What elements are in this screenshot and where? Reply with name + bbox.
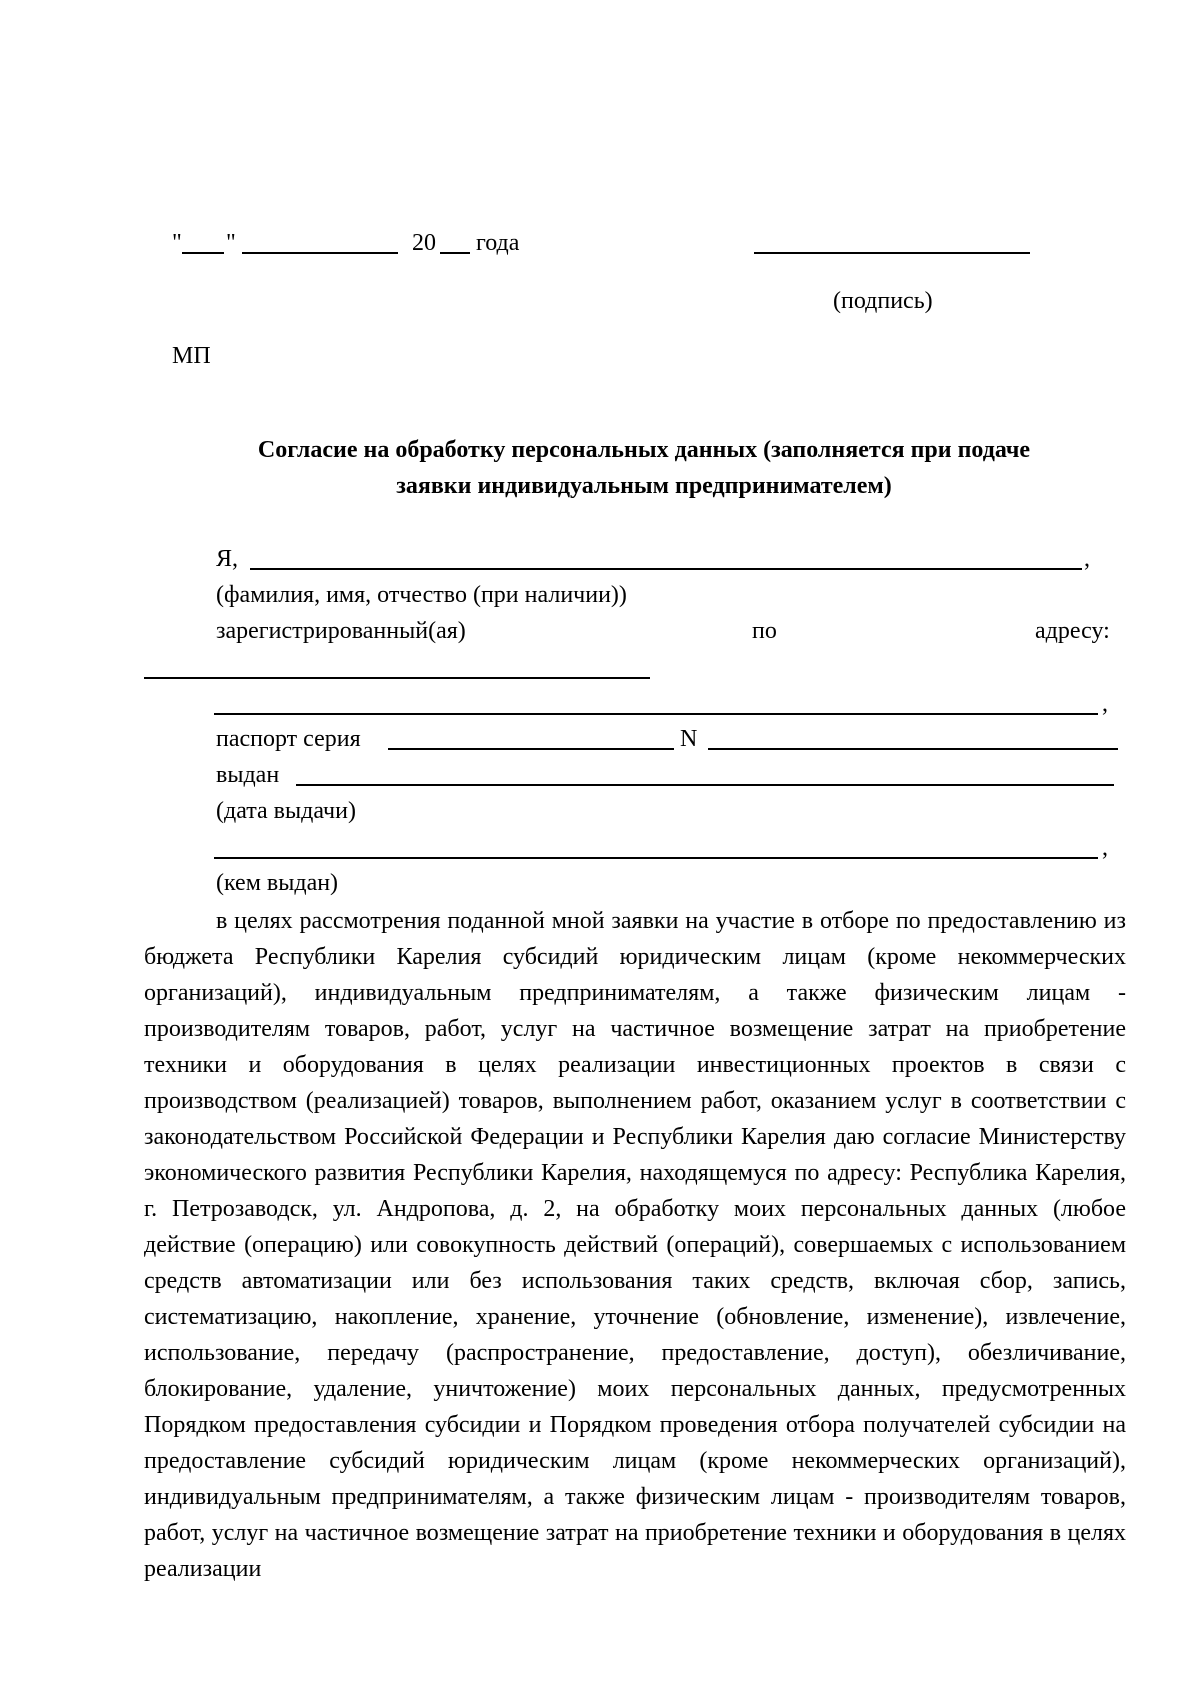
day-blank-line (182, 252, 224, 254)
fio-comma: , (1084, 546, 1090, 572)
registered-label: зарегистрированный(ая) (216, 618, 466, 644)
consent-body-paragraph: в целях рассмотрения поданной мной заявки на участие в отборе по предоставлению из бюджета Республики Карелия субсидий юридическим лицам (кроме некоммерческих организаций), индивидуальным предпринимателям, а также физическим лицам - производителям товаров, работ, услуг на частичное возмещение затрат на приобретение техники и оборудования в целях реализации инвестиционных проектов в связи с производством (реализацией) товаров, выполнением работ, оказанием услуг в соответствии с законодательством Российской Федерации и Республики Карелия даю согласие Министерству экономического развития Республики Карелия, находящемуся по адресу: Республика Карелия, г. Петрозаводск, ул. Андропова, д. 2, на обработку моих персональных данных (любое действие (операцию) или совокупность действий (операций), совершаемых с использованием средств автоматизации или без использования таких средств, включая сбор, запись, систематизацию, накопление, хранение, уточнение (обновление, изменение), извлечение, использование, передачу (распространение, предоставление, доступ), обезличивание, блокирование, удаление, уничтожение) моих персональных данных, предусмотренных Порядком предоставления субсидии и Порядком проведения отбора получателей субсидии на предоставление субсидий юридическим лицам (кроме некоммерческих организаций), индивидуальным предпринимателям, а также физическим лицам - производителям товаров, работ, услуг на частичное возмещение затрат на приобретение техники и оборудования в целях реализации (144, 908, 1126, 1582)
address-blank-line-1 (144, 677, 650, 679)
issued-by-blank-line (214, 857, 1098, 859)
issued-by-comma: , (1102, 835, 1108, 861)
address-comma: , (1102, 691, 1108, 717)
i-label: Я, (216, 546, 239, 572)
issue-date-blank-line (296, 784, 1114, 786)
fio-caption: (фамилия, имя, отчество (при наличии)) (216, 582, 627, 608)
year-suffix: года (476, 230, 520, 256)
passport-series-blank-line (388, 748, 674, 750)
fio-blank-line (250, 568, 1082, 570)
passport-number-blank-line (708, 748, 1118, 750)
quote-close: " (226, 230, 236, 256)
po-label: по (752, 618, 777, 644)
year-blank-line (440, 252, 470, 254)
passport-number-label: N (680, 726, 698, 752)
month-blank-line (242, 252, 398, 254)
quote-open: " (172, 230, 182, 256)
seal-label: МП (172, 343, 211, 369)
signature-blank-line (754, 252, 1030, 254)
year-prefix: 20 (412, 230, 436, 256)
document-title-line-2: заявки индивидуальным предпринимателем) (396, 473, 892, 499)
document-title-line-1: Согласие на обработку персональных данных (заполняется при подаче (257, 437, 1031, 463)
address-blank-line-2 (214, 713, 1098, 715)
address-label: адресу: (1035, 618, 1110, 644)
issued-label: выдан (216, 762, 280, 788)
issue-date-caption: (дата выдачи) (216, 798, 356, 824)
issued-by-caption: (кем выдан) (216, 870, 339, 896)
signature-caption: (подпись) (833, 288, 933, 314)
passport-series-label: паспорт серия (216, 726, 361, 752)
